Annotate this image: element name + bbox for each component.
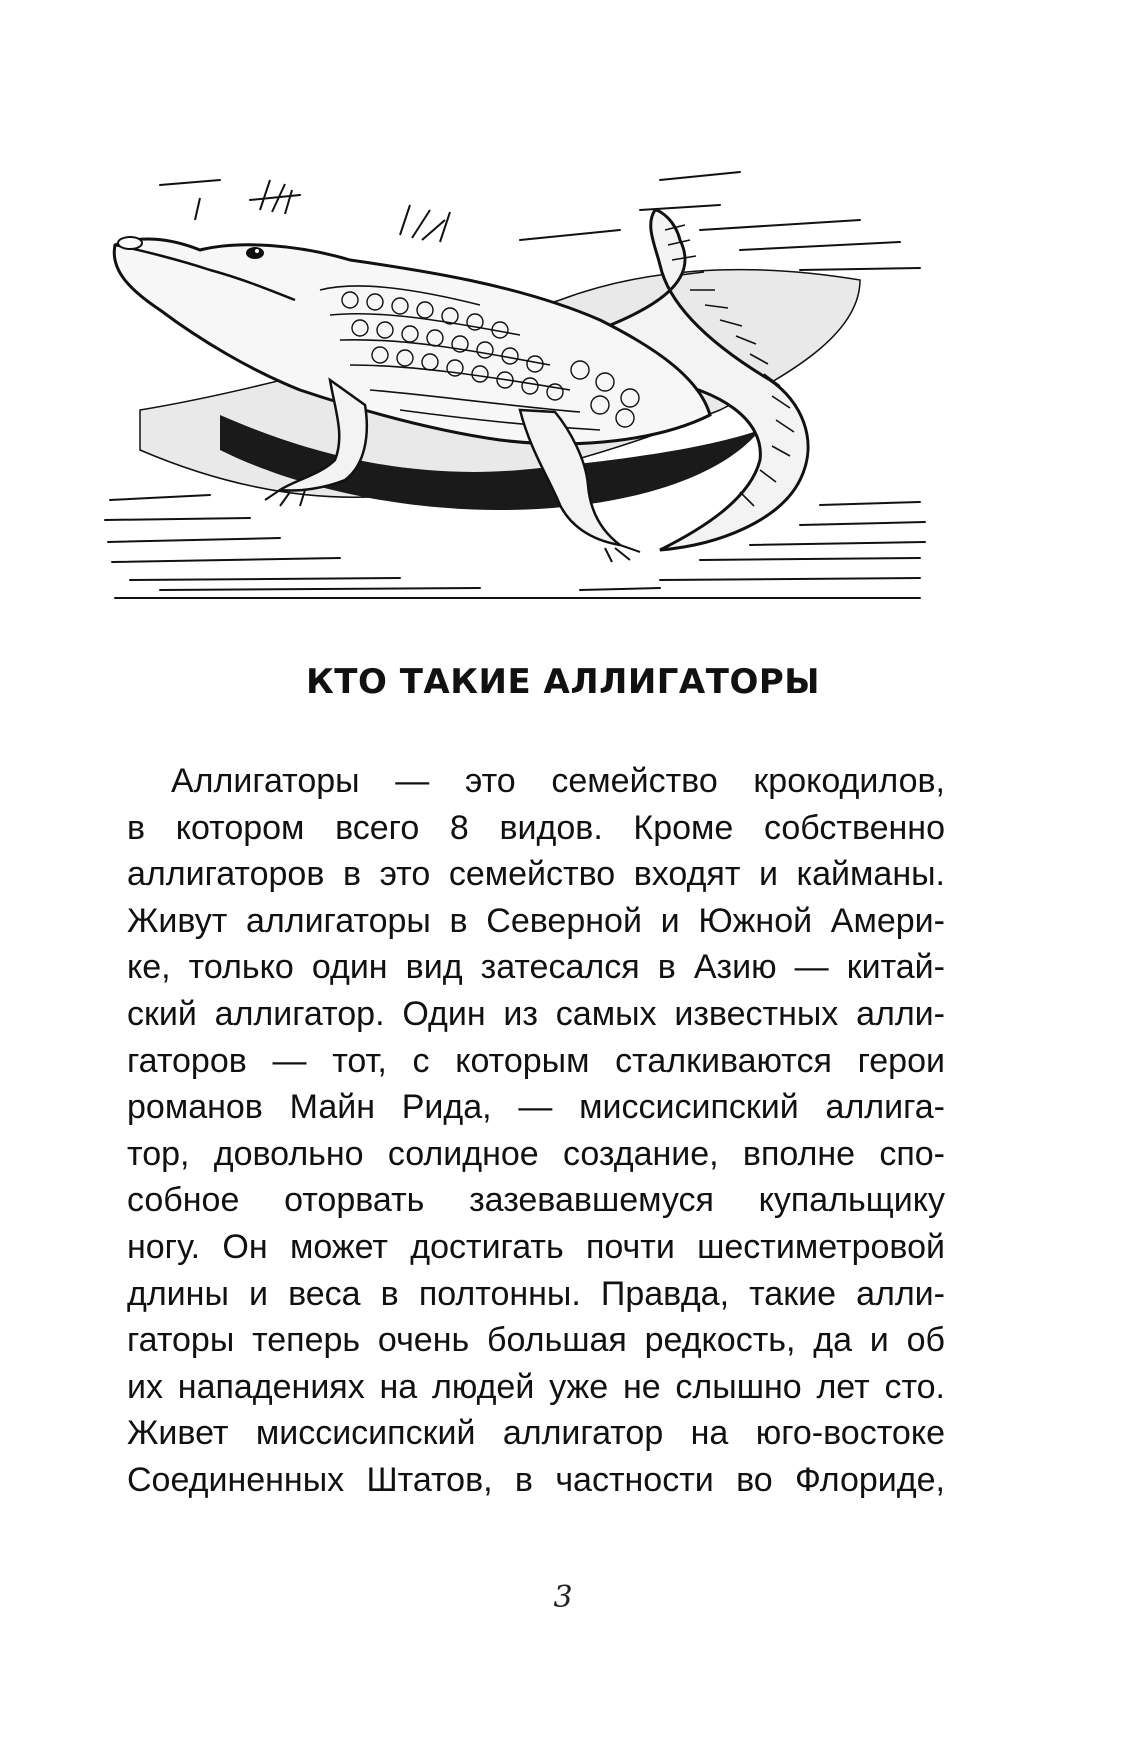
text-line: гаторов — тот, с которым сталкиваются герои: [127, 1041, 945, 1080]
text-line: Соединенных Штатов, в частности во Флориде,: [127, 1460, 945, 1499]
text-line: собное оторвать зазевавшемуся купальщику: [127, 1181, 945, 1220]
text-line: ский аллигатор. Один из самых известных алли-: [127, 994, 945, 1033]
text-line: их нападениях на людей уже не слышно лет сто.: [127, 1367, 945, 1406]
text-line: тор, довольно солидное создание, вполне спо-: [127, 1134, 945, 1173]
text-line: аллигаторов в это семейство входят и кайманы.: [127, 855, 945, 894]
text-line: длины и веса в полтонны. Правда, такие алли-: [127, 1274, 945, 1313]
chapter-title: КТО ТАКИЕ АЛЛИГАТОРЫ: [305, 662, 820, 702]
text-line: гаторы теперь очень большая редкость, да и об: [127, 1321, 945, 1360]
alligator-illustration: [100, 150, 930, 605]
text-line: Живут аллигаторы в Северной и Южной Амери-: [127, 901, 945, 940]
text-line: в котором всего 8 видов. Кроме собственно: [127, 808, 945, 847]
page-number: 3: [553, 1580, 573, 1615]
text-line: ногу. Он может достигать почти шестиметровой: [127, 1227, 945, 1266]
text-line: Аллигаторы — это семейство крокодилов,: [171, 762, 945, 800]
text-line: Живет миссисипский аллигатор на юго-востоке: [127, 1414, 945, 1453]
text-line: ке, только один вид затесался в Азию — китай-: [127, 948, 945, 987]
body-paragraph: [127, 758, 945, 1504]
text-line: романов Майн Рида, — миссисипский аллига-: [127, 1088, 945, 1127]
